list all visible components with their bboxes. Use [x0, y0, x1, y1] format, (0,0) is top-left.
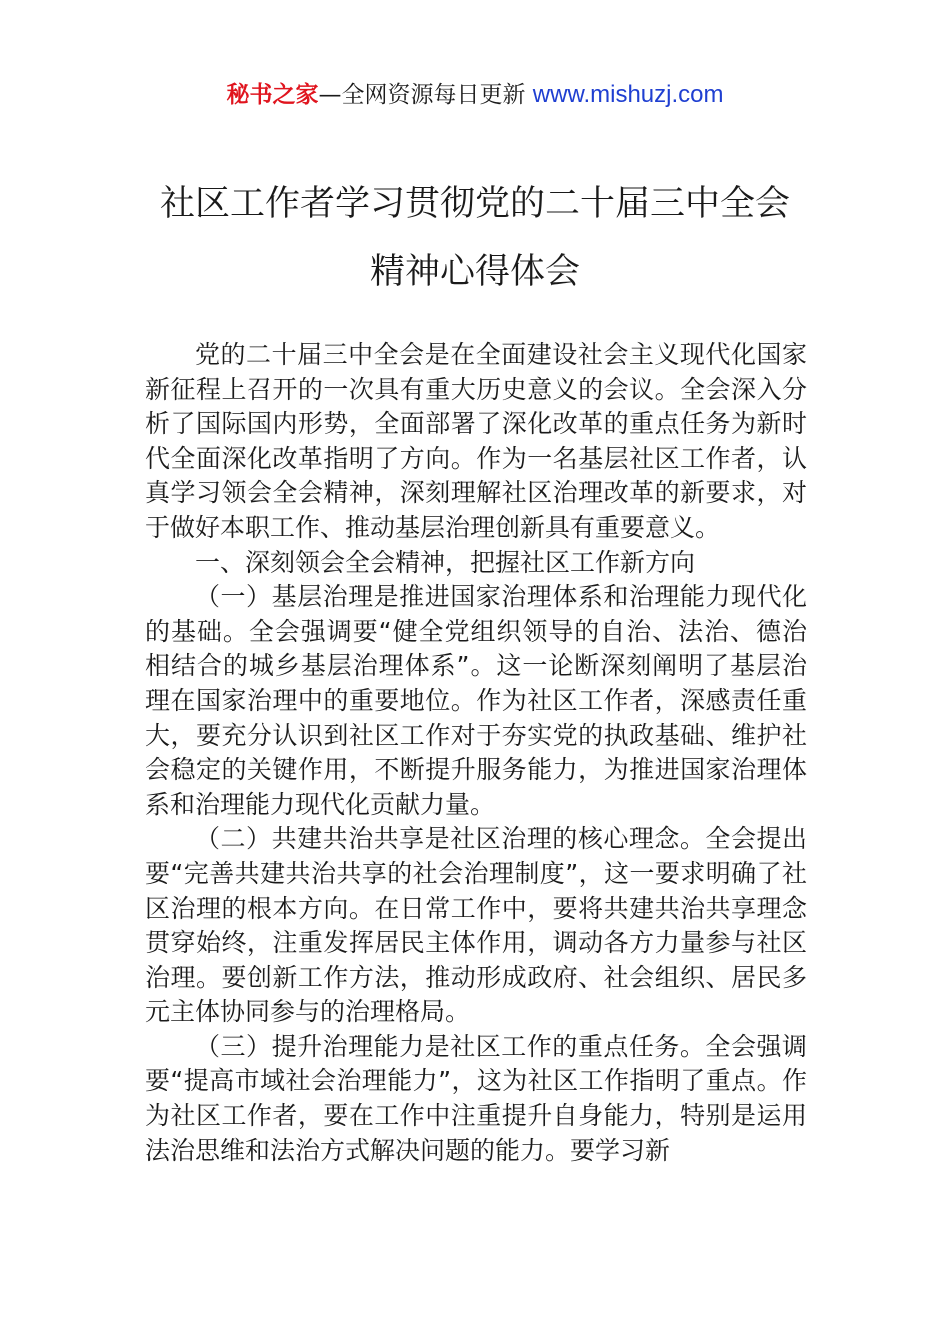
body-paragraph-2: （二）共建共治共享是社区治理的核心理念。全会提出要“完善共建共治共享的社会治理制度”，这一要求明确了社区治理的根本方向。在日常工作中，要将共建共治共享理念贯穿始终，注重发挥居民主体作用，调动各方力量参与社区治理。要创新工作方法，推动形成政府、社会组织、居民多元主体协同参与的治理格局。	[145, 824, 807, 1027]
body-paragraph-3: （三）提升治理能力是社区工作的重点任务。全会强调要“提高市域社会治理能力”，这为社区工作指明了重点。作为社区工作者，要在工作中注重提升自身能力，特别是运用法治思维和法治方式解决问题的能力。要学习新	[145, 1031, 807, 1165]
brand-name: 秘书之家	[226, 82, 319, 108]
body-paragraph-1: （一）基层治理是推进国家治理体系和治理能力现代化的基础。全会强调要“健全党组织领导的自治、法治、德治相结合的城乡基层治理体系”。这一论断深刻阐明了基层治理在国家治理中的重要地位。作为社区工作者，深感责任重大，要充分认识到社区工作对于夯实党的执政基础、维护社会稳定的关键作用，不断提升服务能力，为推进国家治理体系和治理能力现代化贡献力量。	[145, 582, 807, 819]
site-header	[0, 78, 950, 112]
intro-paragraph: 党的二十届三中全会是在全面建设社会主义现代化国家新征程上召开的一次具有重大历史意义的会议。全会深入分析了国际国内形势，全面部署了深化改革的重点任务为新时代全面深化改革指明了方向。作为一名基层社区工作者，认真学习领会全会精神，深刻理解社区治理改革的新要求，对于做好本职工作、推动基层治理创新具有重要意义。	[145, 340, 807, 542]
document-title	[60, 170, 890, 306]
site-url-link[interactable]: www.mishuzj.com	[532, 81, 724, 108]
document-body	[145, 338, 807, 1168]
document-title-line-2: 精神心得体会	[369, 252, 580, 292]
site-tagline: —全网资源每日更新	[318, 82, 533, 108]
document-title-line-1: 社区工作者学习贯彻党的二十届三中全会	[159, 184, 790, 224]
section-heading-1: 一、深刻领会全会精神，把握社区工作新方向	[195, 547, 696, 577]
